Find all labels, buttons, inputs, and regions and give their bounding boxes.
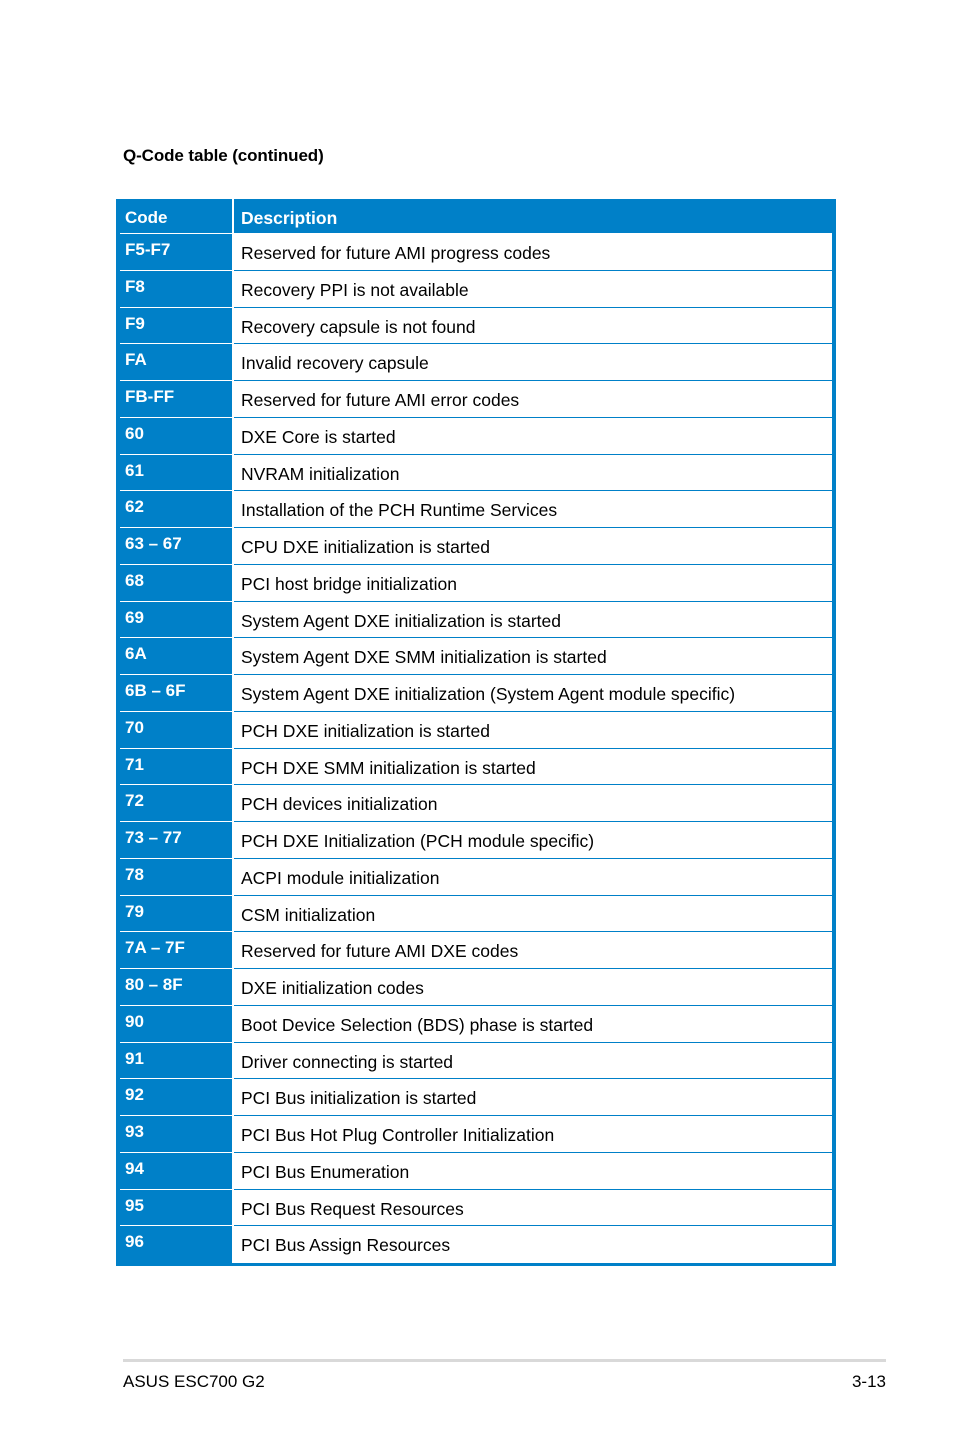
table-row: [120, 749, 832, 786]
row-code: 62: [120, 491, 234, 528]
row-description: CPU DXE initialization is started: [234, 528, 832, 565]
row-code: 71: [120, 749, 234, 786]
header-code: Code: [120, 199, 234, 234]
table-row: [120, 1116, 832, 1153]
table-row: [120, 528, 832, 565]
row-description: Invalid recovery capsule: [234, 344, 832, 381]
row-description: PCH DXE SMM initialization is started: [234, 749, 832, 786]
row-description: System Agent DXE initialization (System Agent module specific): [234, 675, 832, 712]
table-row: [120, 675, 832, 712]
row-description: Reserved for future AMI DXE codes: [234, 932, 832, 969]
footer-product-name: ASUS ESC700 G2: [123, 1372, 265, 1391]
row-code: 95: [120, 1190, 234, 1227]
row-code: 90: [120, 1006, 234, 1043]
row-description: Reserved for future AMI progress codes: [234, 234, 832, 271]
table-row: [120, 859, 832, 896]
row-description: System Agent DXE SMM initialization is started: [234, 638, 832, 675]
table-row: [120, 1226, 832, 1263]
table-row: [120, 271, 832, 308]
row-code: 92: [120, 1079, 234, 1116]
row-code: 79: [120, 896, 234, 933]
table-row: [120, 896, 832, 933]
row-description: PCI Bus initialization is started: [234, 1079, 832, 1116]
row-description: NVRAM initialization: [234, 455, 832, 492]
table-row: [120, 418, 832, 455]
table-row: [120, 969, 832, 1006]
row-code: 73 – 77: [120, 822, 234, 859]
table-row: [120, 1190, 832, 1227]
table-row: [120, 932, 832, 969]
row-description: DXE Core is started: [234, 418, 832, 455]
row-code: 72: [120, 785, 234, 822]
row-description: Recovery capsule is not found: [234, 308, 832, 345]
row-code: 61: [120, 455, 234, 492]
row-code: F8: [120, 271, 234, 308]
row-description: PCI Bus Assign Resources: [234, 1226, 832, 1263]
table-row: [120, 712, 832, 749]
row-description: Recovery PPI is not available: [234, 271, 832, 308]
row-description: DXE initialization codes: [234, 969, 832, 1006]
row-code: F9: [120, 308, 234, 345]
row-code: 60: [120, 418, 234, 455]
qcode-table: [116, 199, 836, 1266]
table-row: [120, 785, 832, 822]
table-row: [120, 234, 832, 271]
row-description: Driver connecting is started: [234, 1043, 832, 1080]
footer-divider: [123, 1359, 886, 1362]
table-row: [120, 1079, 832, 1116]
table-row: [120, 1043, 832, 1080]
table-row: [120, 455, 832, 492]
table-row: [120, 822, 832, 859]
row-code: 7A – 7F: [120, 932, 234, 969]
row-code: 6A: [120, 638, 234, 675]
row-description: PCI Bus Enumeration: [234, 1153, 832, 1190]
row-code: 96: [120, 1226, 234, 1263]
row-description: PCI host bridge initialization: [234, 565, 832, 602]
row-description: PCH DXE Initialization (PCH module specific): [234, 822, 832, 859]
row-code: 80 – 8F: [120, 969, 234, 1006]
table-row: [120, 602, 832, 639]
row-code: 93: [120, 1116, 234, 1153]
table-row: [120, 344, 832, 381]
table-row: [120, 1006, 832, 1043]
row-code: 63 – 67: [120, 528, 234, 565]
row-code: F5-F7: [120, 234, 234, 271]
table-row: [120, 491, 832, 528]
footer-page-number: 3-13: [851, 1372, 886, 1391]
row-description: PCH DXE initialization is started: [234, 712, 832, 749]
row-description: Installation of the PCH Runtime Services: [234, 491, 832, 528]
table-row: [120, 565, 832, 602]
row-code: 6B – 6F: [120, 675, 234, 712]
row-code: 70: [120, 712, 234, 749]
row-description: Reserved for future AMI error codes: [234, 381, 832, 418]
row-code: 68: [120, 565, 234, 602]
row-description: Boot Device Selection (BDS) phase is started: [234, 1006, 832, 1043]
row-code: FB-FF: [120, 381, 234, 418]
row-code: FA: [120, 344, 234, 381]
row-code: 69: [120, 602, 234, 639]
header-description: Description: [234, 199, 832, 234]
row-description: PCH devices initialization: [234, 785, 832, 822]
page-title: Q-Code table (continued): [123, 146, 324, 165]
row-description: CSM initialization: [234, 896, 832, 933]
table-row: [120, 638, 832, 675]
table-row: [120, 308, 832, 345]
row-description: System Agent DXE initialization is started: [234, 602, 832, 639]
table-row: [120, 381, 832, 418]
row-code: 91: [120, 1043, 234, 1080]
row-code: 78: [120, 859, 234, 896]
row-code: 94: [120, 1153, 234, 1190]
row-description: ACPI module initialization: [234, 859, 832, 896]
table-header-row: [120, 199, 832, 234]
row-description: PCI Bus Hot Plug Controller Initialization: [234, 1116, 832, 1153]
row-description: PCI Bus Request Resources: [234, 1190, 832, 1227]
table-row: [120, 1153, 832, 1190]
